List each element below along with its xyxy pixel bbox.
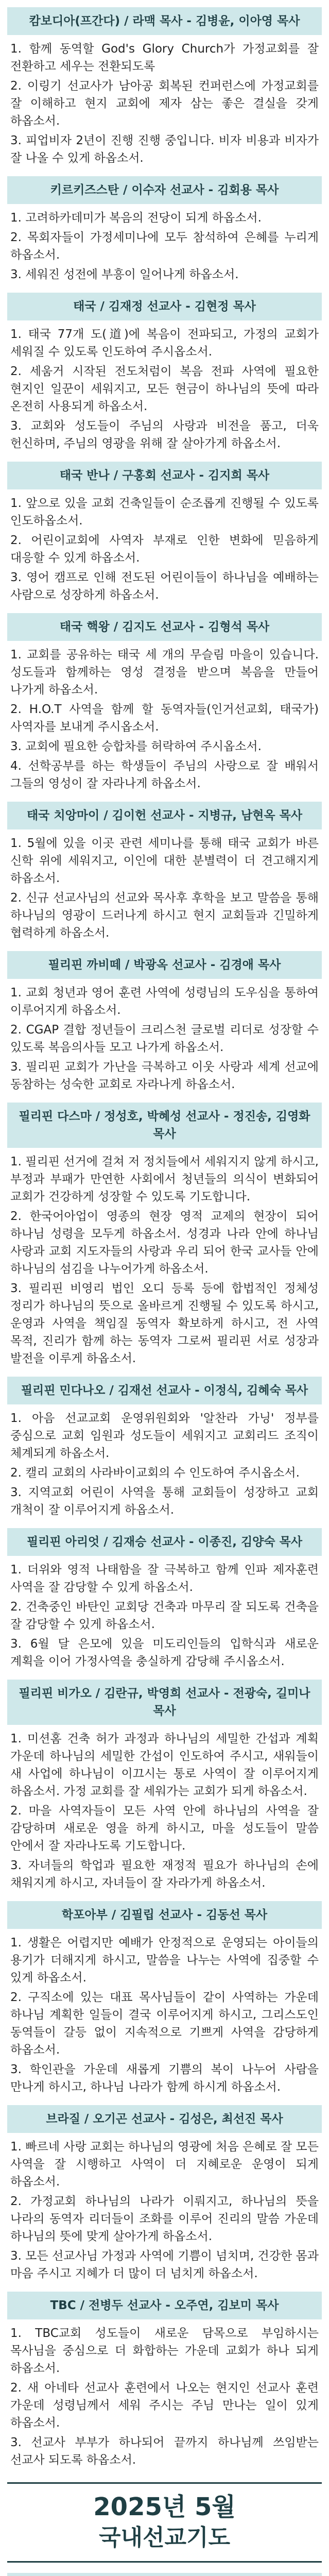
prayer-section xyxy=(7,1103,322,1367)
section-header: 태국 치앙마이 / 김이헌 선교사 - 지병규, 남현옥 목사 xyxy=(7,802,322,829)
prayer-items xyxy=(7,984,322,1093)
prayer-item: 1. 앞으로 있을 교회 건축일들이 순조롭게 진행될 수 있도록 인도하옵소서. xyxy=(10,497,319,528)
prayer-items xyxy=(7,40,322,167)
prayer-items xyxy=(7,2325,322,2469)
prayer-item: 2. 어린이교회에 사역자 부재로 인한 변화에 믿음하게 대응할 수 있게 하옵소서. xyxy=(10,534,319,565)
section-header: TBC / 전병두 선교사 - 오주연, 김보미 목사 xyxy=(7,2292,322,2319)
prayer-item: 2. 신규 선교사님의 선교와 목사후 후학을 보고 말씀을 통해 하나님의 영광이 드러나게 하시고 현지 교회들과 긴밀하게 협력하게 하옵소서. xyxy=(10,891,319,940)
prayer-section xyxy=(7,1528,322,1670)
section-header: 필리핀 민다나오 / 김재선 선교사 - 이정식, 김혜숙 목사 xyxy=(7,1377,322,1404)
prayer-item: 1. 미션홈 건축 허가 과정과 하나님의 세밀한 간섭과 계획 가운데 하나님의 세밀한 간섭이 인도하여 주시고, 새워들이 새 사업에 하나님이 이끄시는 통로 사역이 잘 이루어지게 하옵소서. 가정 교회를 잘 세워가는 교회가 되게 하옵소서. xyxy=(10,1732,319,1798)
prayer-item: 1. 5월에 있을 이곳 관련 세미나를 통해 태국 교회가 바른 신학 위에 세워지고, 이인에 대한 분별력이 더 견고해지게 하옵소서. xyxy=(10,837,319,885)
prayer-item: 1. 교회를 공유하는 태국 세 개의 무슬림 마을이 있습니다. 성도들과 함께하는 영성 결정을 받으며 복음을 만들어 나가게 하옵소서. xyxy=(10,648,319,697)
prayer-item: 1. 고려하카데미가 복음의 전당이 되게 하옵소서. xyxy=(10,211,262,225)
prayer-item: 2. 캘리 교회의 사라바이교회의 수 인도하여 주시옵소서. xyxy=(10,1466,300,1480)
section-header xyxy=(7,2573,322,2576)
prayer-item: 3. 필리핀 교회가 가난을 극복하고 이웃 사랑과 세계 선교에 동참하는 성숙한 교회로 자라나게 하옵소서. xyxy=(10,1060,319,1091)
prayer-item: 1. 더위와 영적 나태함을 잘 극복하고 함께 인파 제자훈련 사역을 잘 감당할 수 있게 하옵소서. xyxy=(10,1563,319,1594)
prayer-items xyxy=(7,1934,322,2096)
section-header: 태국 반나 / 구홍회 선교사 - 김지희 목사 xyxy=(7,462,322,489)
month-title: 2025년 5월 xyxy=(93,2493,236,2521)
section-header: 필리핀 까비떼 / 박광옥 선교사 - 김경애 목사 xyxy=(7,951,322,979)
prayer-items xyxy=(7,495,322,604)
mission-prayer-list xyxy=(7,7,322,2469)
prayer-item: 3. 교회에 필요한 승합차를 허락하여 주시옵소서. xyxy=(10,740,262,753)
prayer-item: 3. 학인관을 가운데 새롭게 기쁨의 복이 나누어 사람을 만나게 하시고, 하나님 나라가 함께 하시게 하옵소서. xyxy=(10,2063,319,2094)
section-header: 태국 핵왕 / 김지도 선교사 - 김형석 목사 xyxy=(7,613,322,641)
prayer-section xyxy=(7,1901,322,2096)
prayer-item: 3. 교회와 성도들이 주님의 사랑과 비전을 품고, 더욱 헌신하며, 주님의 영광을 위해 잘 살아가게 하옵소서. xyxy=(10,419,319,450)
prayer-item: 2. 새 아네타 선교사 훈련에서 나오는 현지인 선교사 훈련 가운데 성령님께서 세워 주시는 주님 만나는 일이 있게 하옵소서. xyxy=(10,2381,319,2430)
prayer-section xyxy=(7,7,322,167)
prayer-section xyxy=(7,176,322,283)
prayer-item: 2. 가정교회 하나님의 나라가 이뤄지고, 하나님의 뜻을 나라의 동역자 리더들이 조화를 이루어 진리의 말씀 가운데 하나님의 뜻에 맞게 살아가게 하옵소서. xyxy=(10,2195,319,2243)
prayer-section xyxy=(7,802,322,942)
prayer-item: 2. 목회자들이 가정세미나에 모두 참석하여 은혜를 누리게 하옵소서. xyxy=(10,231,319,262)
prayer-section xyxy=(7,462,322,604)
prayer-item: 3. 자녀들의 학업과 필요한 재정적 필요가 하나님의 손에 채워지게 하시고, 자녀들이 잘 자라가게 하옵소서. xyxy=(10,1859,319,1890)
prayer-section xyxy=(7,2573,322,2576)
prayer-item: 1. 필리핀 선거에 걸쳐 저 정치들에서 세워지지 않게 하시고, 부정과 부패가 만연한 사회에서 청년들의 의식이 변화되어 교회가 건강하게 성장할 수 있도록 기도합니다. xyxy=(10,1155,319,1204)
prayer-section xyxy=(7,2292,322,2469)
prayer-item: 2. 한국어아업이 영종의 현장 영적 교제의 현장이 되어 하나님 성령을 모두게 하옵소서. 성경과 나라 안에 하나님 사랑과 교회 지도자들의 사랑과 우리 되어 한국 교사들 안에 하나님의 섬김을 나누어가게 하옵소서. xyxy=(10,1210,319,1276)
prayer-item: 3. 영어 캠프로 인해 전도된 어린이들이 하나님을 예배하는 사람으로 성장하게 하옵소서. xyxy=(10,571,319,602)
section-header: 태국 / 김재정 선교사 - 김현정 목사 xyxy=(7,293,322,320)
prayer-item: 3. 선교사 부부가 하나되어 끝까지 하나님께 쓰임받는 선교사 되도록 하옵소서. xyxy=(10,2436,319,2467)
prayer-item: 3. 피업비자 2년이 진행 진행 중입니다. 비자 비용과 비자가 잘 나올 수 있게 하옵소서. xyxy=(10,134,319,165)
prayer-item: 2. 마을 사역자들이 모든 사역 안에 하나님의 사역을 잘 감당하며 새로운 영을 하게 하시고, 마을 성도들이 말씀 안에서 잘 자라나도록 기도합니다. xyxy=(10,1804,319,1853)
prayer-item: 2. 건축중인 바탄인 교회당 건축과 마무리 잘 되도록 건축을 잘 감당할 수 있게 하옵소서. xyxy=(10,1600,319,1631)
prayer-items xyxy=(7,1410,322,1519)
prayer-section xyxy=(7,2105,322,2282)
prayer-items xyxy=(7,1153,322,1367)
prayer-section xyxy=(7,1377,322,1519)
prayer-item: 1. 교회 청년과 영어 훈련 사역에 성령님의 도우심을 통하여 이루어지게 하옵소서. xyxy=(10,986,319,1017)
section-header: 필리핀 비가오 / 김란규, 박영희 선교사 - 전광숙, 길미나 목사 xyxy=(7,1680,322,1725)
prayer-item: 3. 필리핀 비영리 법인 오디 등록 등에 합법적인 정체성 정리가 하나님의 뜻으로 올바르게 진행될 수 있도록 하시고, 운영과 사역을 책임질 동역자 확보하게 하시고, 전 사역 목적, 진리가 함께 하는 동역자 그로써 필리핀 서로 성장과 발전을 이루게 하옵소서. xyxy=(10,1282,319,1365)
section-header: 필리핀 아리엇 / 김재승 선교사 - 이종진, 김양숙 목사 xyxy=(7,1528,322,1556)
section-header: 키르키즈스탄 / 이수자 선교사 - 김회용 목사 xyxy=(7,176,322,204)
prayer-section xyxy=(7,951,322,1093)
prayer-item: 2. 이링기 선교사가 남아공 회복된 컨퍼런스에 가정교회를 잘 이해하고 현지 교회에 제자 삼는 좋은 결실을 갖게 하옵소서. xyxy=(10,79,319,128)
prayer-item: 2. CGAP 결합 정년들이 크리스천 글로벌 리더로 성장할 수 있도록 복음의사들 모고 나가게 하옵소서. xyxy=(10,1023,319,1054)
prayer-items xyxy=(7,1561,322,1670)
domestic-prayer-list xyxy=(7,2573,322,2576)
prayer-item: 1. 태국 77개 도(道)에 복음이 전파되고, 가정의 교회가 세워질 수 있도록 인도하여 주시옵소서. xyxy=(10,328,319,359)
prayer-item: 3. 모든 선교사님 가정과 사역에 기쁨이 넘치며, 건강한 몸과 마음 주시고 지혜가 더 많이 더 넘치게 하옵소서. xyxy=(10,2249,319,2280)
prayer-items xyxy=(7,209,322,283)
prayer-item: 3. 6월 달 은모에 있을 미도리인들의 입학식과 새로운 계획을 이어 가정사역을 충실하게 감당해 주시옵소서. xyxy=(10,1637,319,1668)
prayer-item: 1. 함께 동역할 God's Glory Church가 가정교회를 잘 전환하고 세우는 전환되도록 xyxy=(10,42,319,73)
prayer-items xyxy=(7,646,322,792)
prayer-section xyxy=(7,1680,322,1892)
section-header: 캄보디아(프간다) / 라맥 목사 - 김병윤, 이아영 목사 xyxy=(7,7,322,35)
prayer-items xyxy=(7,326,322,452)
prayer-item: 3. 세워진 성전에 부흥이 일어나게 하옵소서. xyxy=(10,268,239,281)
prayer-section xyxy=(7,613,322,792)
prayer-item: 3. 지역교회 어린이 사역을 통해 교회들이 성장하고 교회 개척이 잘 이루어지게 하옵소서. xyxy=(10,1486,319,1517)
prayer-items xyxy=(7,2138,322,2282)
prayer-item: 1. 생활은 어렵지만 예배가 안정적으로 운영되는 아이들의 용기가 더해지게 하시고, 말씀을 나누는 사역에 집중할 수 있게 하옵소서. xyxy=(10,1936,319,1985)
prayer-item: 1. 빠르네 사랑 교회는 하나님의 영광에 처음 은혜로 잘 모든 사역을 잘 시행하고 사역이 더 지혜로운 운영이 되게 하옵소서. xyxy=(10,2140,319,2189)
section-header: 브라질 / 오기곤 선교사 - 김성은, 최선진 목사 xyxy=(7,2105,322,2133)
month-banner xyxy=(7,2482,322,2563)
section-header: 필리핀 다스마 / 정성호, 박혜성 선교사 - 정진송, 김영화 목사 xyxy=(7,1103,322,1148)
prayer-item: 1. TBC교회 성도들이 새로운 담목으로 부임하시는 목사님을 중심으로 더 화합하는 가운데 교회가 하나 되게 하옵소서. xyxy=(10,2327,319,2375)
prayer-item: 4. 선학공부를 하는 학생들이 주님의 사랑으로 잘 배워서 그들의 영성이 잘 자라나게 하옵소서. xyxy=(10,759,319,790)
section-header: 학포아부 / 김필립 선교사 - 김동선 목사 xyxy=(7,1901,322,1929)
prayer-item: 1. 아음 선교교회 운영위원회와 '알찬라 가닝' 정부를 중심으로 교회 임원과 성도들이 세워지고 교회리드 조직이 체계되게 하옵소서. xyxy=(10,1412,319,1460)
prayer-item: 2. H.O.T 사역을 함께 할 동역자들(인거선교회, 태국가) 사역자를 보내게 주시옵소서. xyxy=(10,703,319,734)
prayer-items xyxy=(7,1730,322,1892)
prayer-item: 2. 세움거 시작된 전도처럼이 복음 전파 사역에 필요한 현지인 일꾼이 세워지고, 모든 현금이 하나님의 뜻에 따라 온전히 사용되게 하옵소서. xyxy=(10,365,319,413)
prayer-item: 2. 구직소에 있는 대표 목사님들이 같이 사역하는 가운데 하나님 계획한 일들이 결국 이루어지게 하시고, 그리스도인 동역들이 갈등 없이 지속적으로 기쁘게 사역을 감당하게 하옵소서. xyxy=(10,1991,319,2057)
month-subtitle: 국내선교기도 xyxy=(98,2524,231,2551)
prayer-items xyxy=(7,835,322,942)
prayer-section xyxy=(7,293,322,452)
